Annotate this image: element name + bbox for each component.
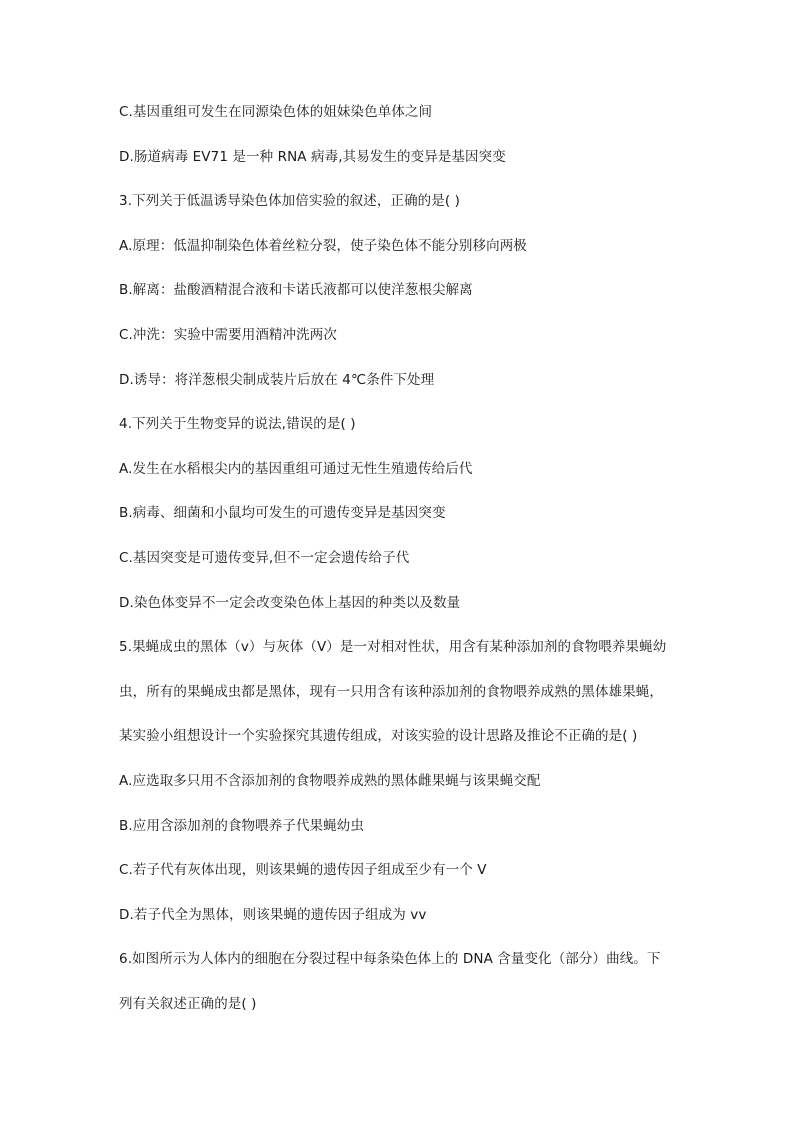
question-3-stem: 3.下列关于低温诱导染色体加倍实验的叙述，正确的是( ) (119, 193, 461, 210)
question-4-option-b: B.病毒、细菌和小鼠均可发生的可遗传变异是基因突变 (119, 505, 446, 522)
line-gap (119, 435, 679, 457)
line-gap (119, 926, 679, 948)
question-5-option-c: C.若子代有灰体出现，则该果蝇的遗传因子组成至少有一个 V (119, 862, 487, 879)
question-4-option-d: D.染色体变异不一定会改变染色体上基因的种类以及数量 (119, 594, 461, 611)
line-gap (119, 703, 679, 725)
question-4-stem: 4.下列关于生物变异的说法,错误的是( ) (119, 416, 356, 433)
line-gap (119, 792, 679, 814)
line-gap (119, 302, 679, 324)
line-gap (119, 123, 679, 145)
question-3-option-d: D.诱导：将洋葱根尖制成装片后放在 4℃条件下处理 (119, 371, 435, 388)
line-gap (119, 391, 679, 413)
line-gap (119, 525, 679, 547)
line-gap (119, 569, 679, 591)
question-3-option-a: A.原理：低温抑制染色体着丝粒分裂，使子染色体不能分别移向两极 (119, 237, 527, 254)
document-body (119, 101, 679, 1015)
line-gap (119, 837, 679, 859)
question-3-option-b: B.解离：盐酸酒精混合液和卡诺氏液都可以使洋葱根尖解离 (119, 282, 473, 299)
line-gap (119, 168, 679, 190)
question-5-stem-line-3: 某实验小组想设计一个实验探究其遗传组成，对该实验的设计思路及推论不正确的是( ) (119, 728, 638, 745)
question-4-option-c: C.基因突变是可遗传变异,但不一定会遗传给子代 (119, 549, 410, 566)
text-line: D.肠道病毒 EV71 是一种 RNA 病毒,其易发生的变异是基因突变 (119, 148, 506, 165)
question-5-option-d: D.若子代全为黑体，则该果蝇的遗传因子组成为 vv (119, 906, 427, 923)
line-gap (119, 614, 679, 636)
question-6-stem-line-2: 列有关叙述正确的是( ) (119, 995, 257, 1012)
question-4-option-a: A.发生在水稻根尖内的基因重组可通过无性生殖遗传给后代 (119, 460, 473, 477)
line-gap (119, 881, 679, 903)
line-gap (119, 748, 679, 770)
line-gap (119, 971, 679, 993)
line-gap (119, 212, 679, 234)
question-5-option-a: A.应选取多只用不含添加剂的食物喂养成熟的黑体雌果蝇与该果蝇交配 (119, 772, 541, 789)
question-6-stem-line-1: 6.如图所示为人体内的细胞在分裂过程中每条染色体上的 DNA 含量变化（部分）曲线。下 (119, 951, 661, 968)
line-gap (119, 658, 679, 680)
question-3-option-c: C.冲洗：实验中需要用酒精冲洗两次 (119, 326, 337, 343)
text-line: C.基因重组可发生在同源染色体的姐妹染色单体之间 (119, 104, 433, 120)
line-gap (119, 257, 679, 279)
question-5-stem-line-1: 5.果蝇成虫的黑体（v）与灰体（V）是一对相对性状，用含有某种添加剂的食物喂养果蝇幼 (119, 639, 667, 656)
line-gap (119, 346, 679, 368)
question-5-option-b: B.应用含添加剂的食物喂养子代果蝇幼虫 (119, 817, 364, 834)
question-5-stem-line-2: 虫，所有的果蝇成虫都是黑体，现有一只用含有该种添加剂的食物喂养成熟的黑体雄果蝇， (119, 683, 663, 700)
line-gap (119, 480, 679, 502)
